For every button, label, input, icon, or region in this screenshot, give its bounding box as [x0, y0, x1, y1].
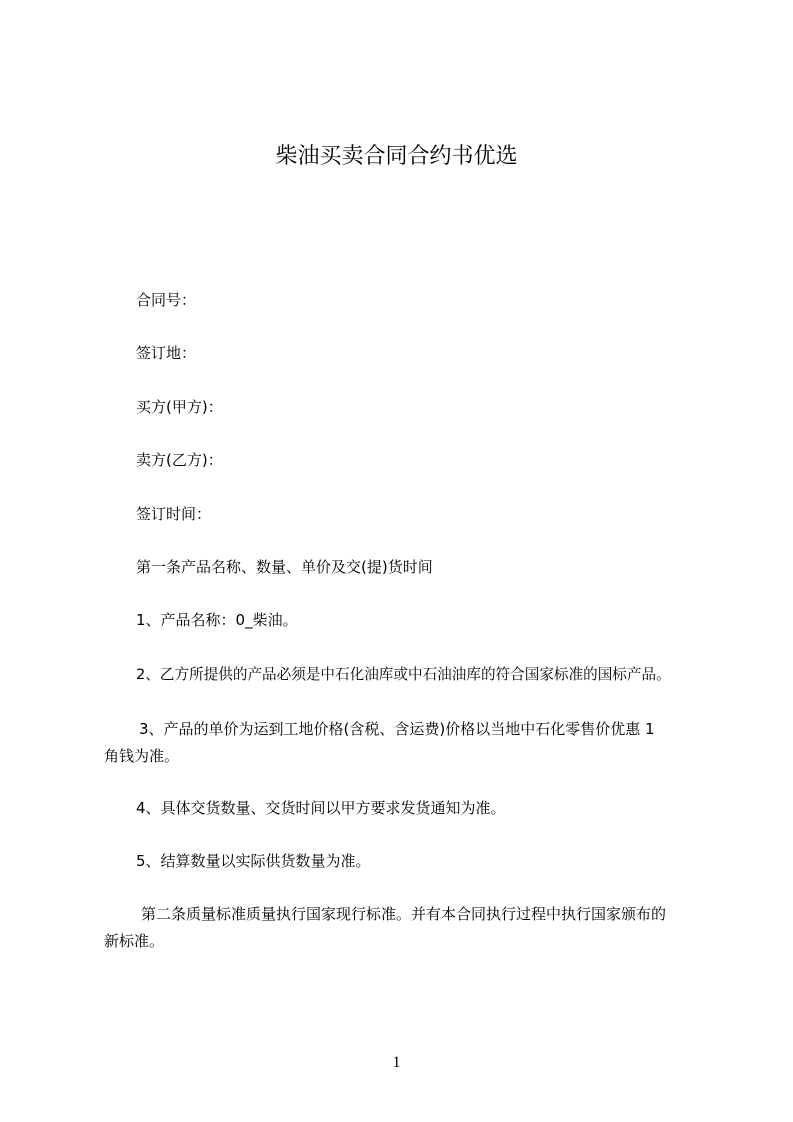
field-buyer: 买方(甲方)：	[136, 398, 223, 416]
article1-item-1: 1、产品名称：0_柴油。	[136, 611, 298, 629]
article1-item-3-line-1: 3、产品的单价为运到工地价格(含税、含运费)价格以当地中石化零售价优惠 1	[139, 720, 655, 738]
field-sign-place: 签订地：	[136, 344, 197, 362]
article1-item-3	[104, 716, 655, 770]
article1-item-2: 2、乙方所提供的产品必须是中石化油库或中石油油库的符合国家标准的国标产品。	[136, 666, 671, 683]
document-title: 柴油买卖合同合约书优选	[275, 144, 518, 169]
field-seller: 卖方(乙方)：	[136, 451, 223, 469]
field-contract-no: 合同号：	[136, 291, 197, 309]
field-sign-time: 签订时间：	[136, 505, 212, 523]
article1-item-5: 5、结算数量以实际供货数量为准。	[136, 852, 371, 870]
article2-line-2: 新标准。	[104, 932, 165, 950]
article2-line-1: 第二条质量标准质量执行国家现行标准。并有本合同执行过程中执行国家颁布的	[141, 905, 667, 923]
article1-item-4: 4、具体交货数量、交货时间以甲方要求发货通知为准。	[136, 799, 506, 817]
article2-paragraph	[104, 901, 666, 955]
article1-item-3-line-2: 角钱为准。	[104, 747, 180, 765]
page-number: 1	[392, 1054, 401, 1071]
article1-heading: 第一条产品名称、数量、单价及交(提)货时间	[136, 558, 433, 576]
